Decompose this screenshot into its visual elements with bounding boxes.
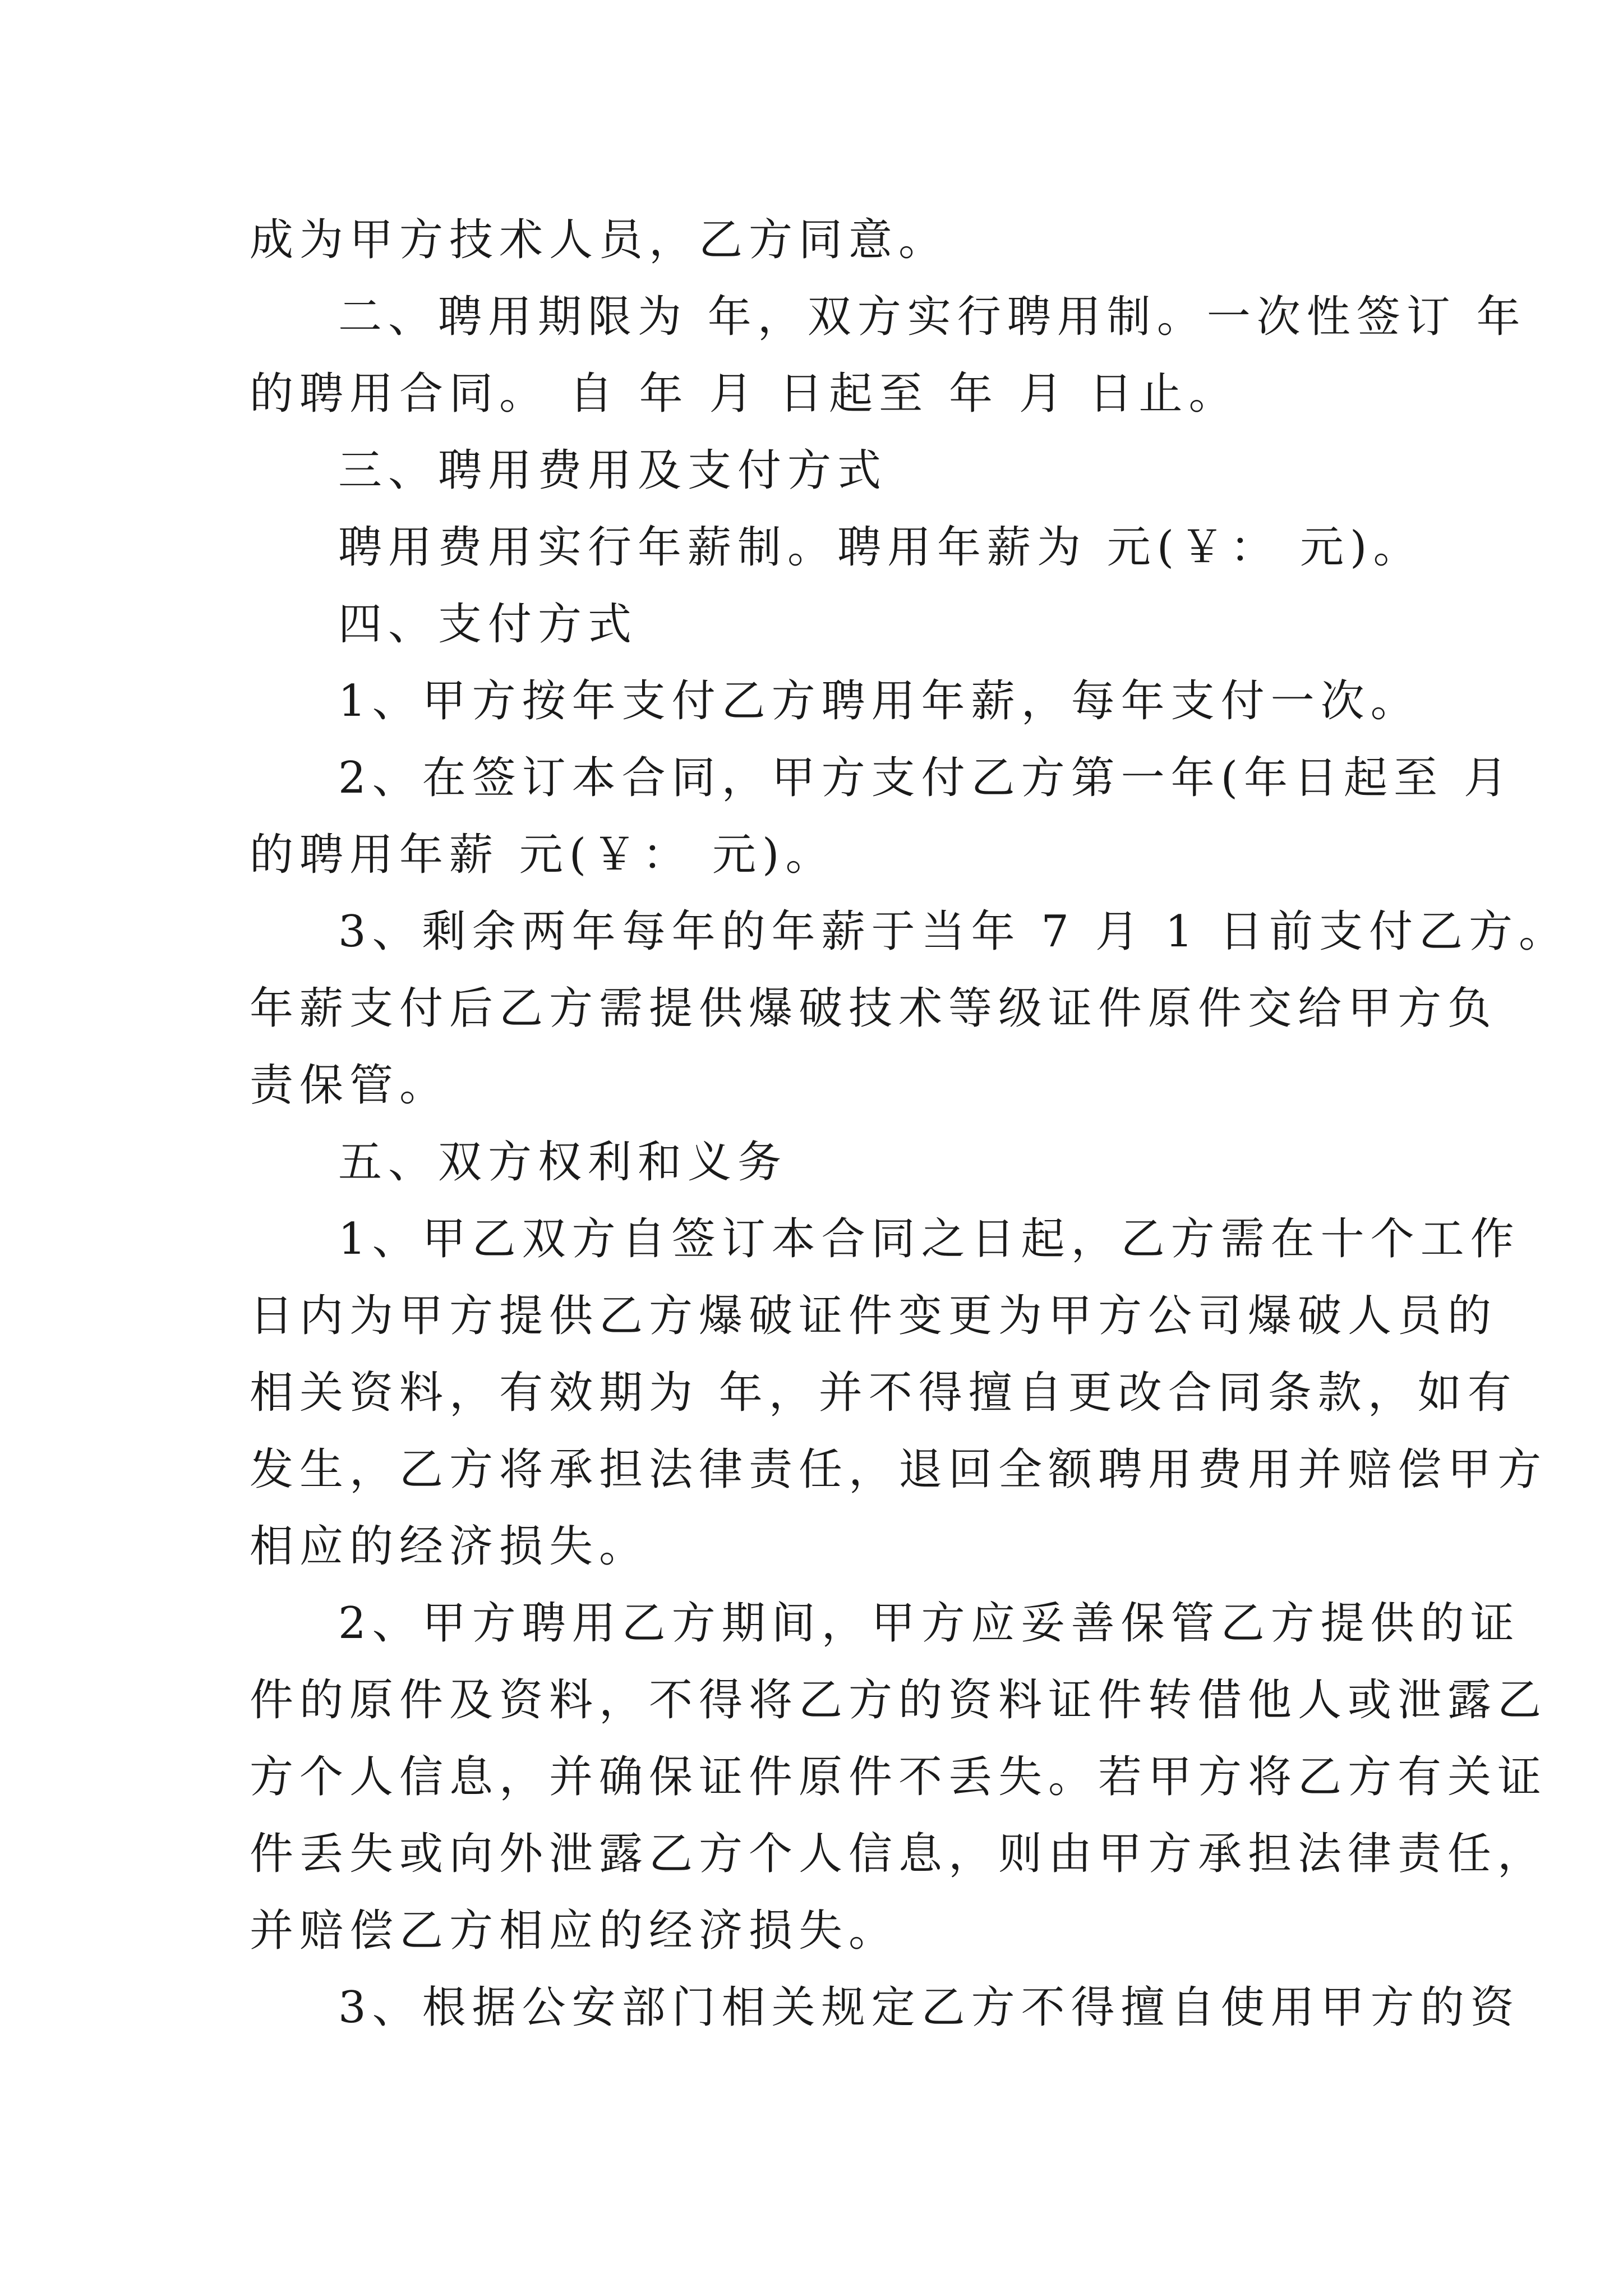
text-line: 聘用费用实行年薪制。聘用年薪为 元(￥： 元)。 [338,522,1423,573]
text-line: 2、甲方聘用乙方期间，甲方应妥善保管乙方提供的证 [338,1598,1520,1649]
text-line: 的聘用合同。 自 年 月 日起至 年 月 日止。 [250,369,1239,419]
text-line: 2、在签订本合同，甲方支付乙方第一年(年日起至 月 [338,753,1514,803]
section-heading: 五、双方权利和义务 [338,1137,788,1188]
text-line: 二、聘用期限为 年，双方实行聘用制。一次性签订 年 [338,292,1527,342]
text-line: 相关资料，有效期为 年，并不得擅自更改合同条款，如有 [250,1368,1518,1418]
text-line: 成为甲方技术人员，乙方同意。 [250,215,949,265]
text-line: 年薪支付后乙方需提供爆破技术等级证件原件交给甲方负 [250,983,1498,1034]
text-line: 并赔偿乙方相应的经济损失。 [250,1906,899,1956]
section-heading: 四、支付方式 [338,599,638,650]
text-line: 3、根据公安部门相关规定乙方不得擅自使用甲方的资 [338,1982,1520,2033]
text-line: 方个人信息，并确保证件原件不丢失。若甲方将乙方有关证 [250,1752,1548,1802]
text-line: 发生，乙方将承担法律责任，退回全额聘用费用并赔偿甲方 [250,1444,1548,1495]
text-line: 责保管。 [250,1060,450,1111]
document-page [250,202,1569,2046]
text-line: 日内为甲方提供乙方爆破证件变更为甲方公司爆破人员的 [250,1291,1498,1341]
text-line: 的聘用年薪 元(￥： 元)。 [250,830,836,880]
text-line: 件丢失或向外泄露乙方个人信息，则由甲方承担法律责任， [250,1829,1548,1879]
text-line: 相应的经济损失。 [250,1521,649,1572]
text-line: 1、甲方按年支付乙方聘用年薪，每年支付一次。 [338,676,1421,726]
text-line: 3、剩余两年每年的年薪于当年 7 月 1 日前支付乙方。 [338,907,1569,957]
section-heading: 三、聘用费用及支付方式 [338,445,888,496]
text-line: 1、甲乙双方自签订本合同之日起，乙方需在十个工作 [338,1214,1520,1264]
text-line: 件的原件及资料，不得将乙方的资料证件转借他人或泄露乙 [250,1675,1548,1726]
